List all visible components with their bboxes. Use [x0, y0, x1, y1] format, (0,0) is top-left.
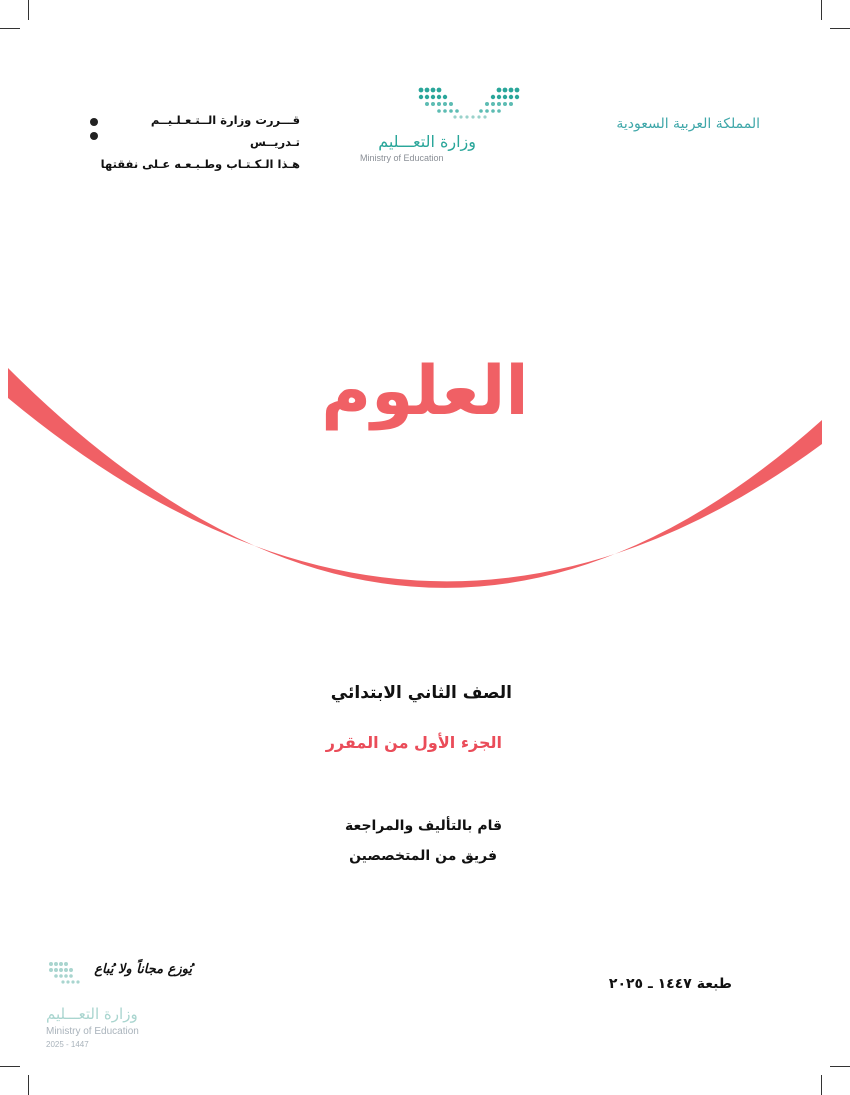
bullet-icon	[90, 132, 98, 140]
part-label: الجزء الأول من المقرر	[325, 733, 502, 752]
ministry-logo-small-icon	[47, 960, 93, 986]
authors-label: قام بالتأليف والمراجعة	[345, 818, 502, 834]
crop-mark	[830, 28, 850, 29]
edition-label: طبعة ١٤٤٧ ـ ٢٠٢٥	[608, 976, 732, 992]
crop-mark	[830, 1066, 850, 1067]
free-distribution-label: يُوزع مجاناً ولا يُباع	[94, 962, 192, 977]
decree-line: هـذا الـكـتـاب وطـبـعـه عـلى نفقتها	[100, 157, 300, 171]
crop-mark	[0, 28, 20, 29]
book-title: العلوم	[321, 352, 529, 431]
ministry-logo-icon	[415, 84, 527, 124]
crop-mark	[28, 0, 29, 20]
ministry-name-ar-footer: وزارة التعـــليم	[46, 1005, 138, 1023]
crop-mark	[821, 1075, 822, 1095]
ministry-name-ar: وزارة التعـــليم	[378, 132, 476, 151]
kingdom-label: المملكة العربية السعودية	[616, 116, 760, 132]
grade-label: الصف الثاني الابتدائي	[330, 683, 512, 703]
authors-value: فريق من المتخصصين	[349, 848, 497, 864]
ministry-name-en: Ministry of Education	[360, 153, 444, 163]
decree-text	[100, 109, 300, 175]
crop-mark	[821, 0, 822, 20]
decree-line: قـــررت وزارة الــتـعـلـيــم تـدريــس	[150, 113, 300, 149]
ministry-name-en-footer: Ministry of Education	[46, 1026, 139, 1037]
crop-mark	[28, 1075, 29, 1095]
bullet-icon	[90, 118, 98, 126]
footer-year: 2025 - 1447	[46, 1040, 89, 1049]
crop-mark	[0, 1066, 20, 1067]
